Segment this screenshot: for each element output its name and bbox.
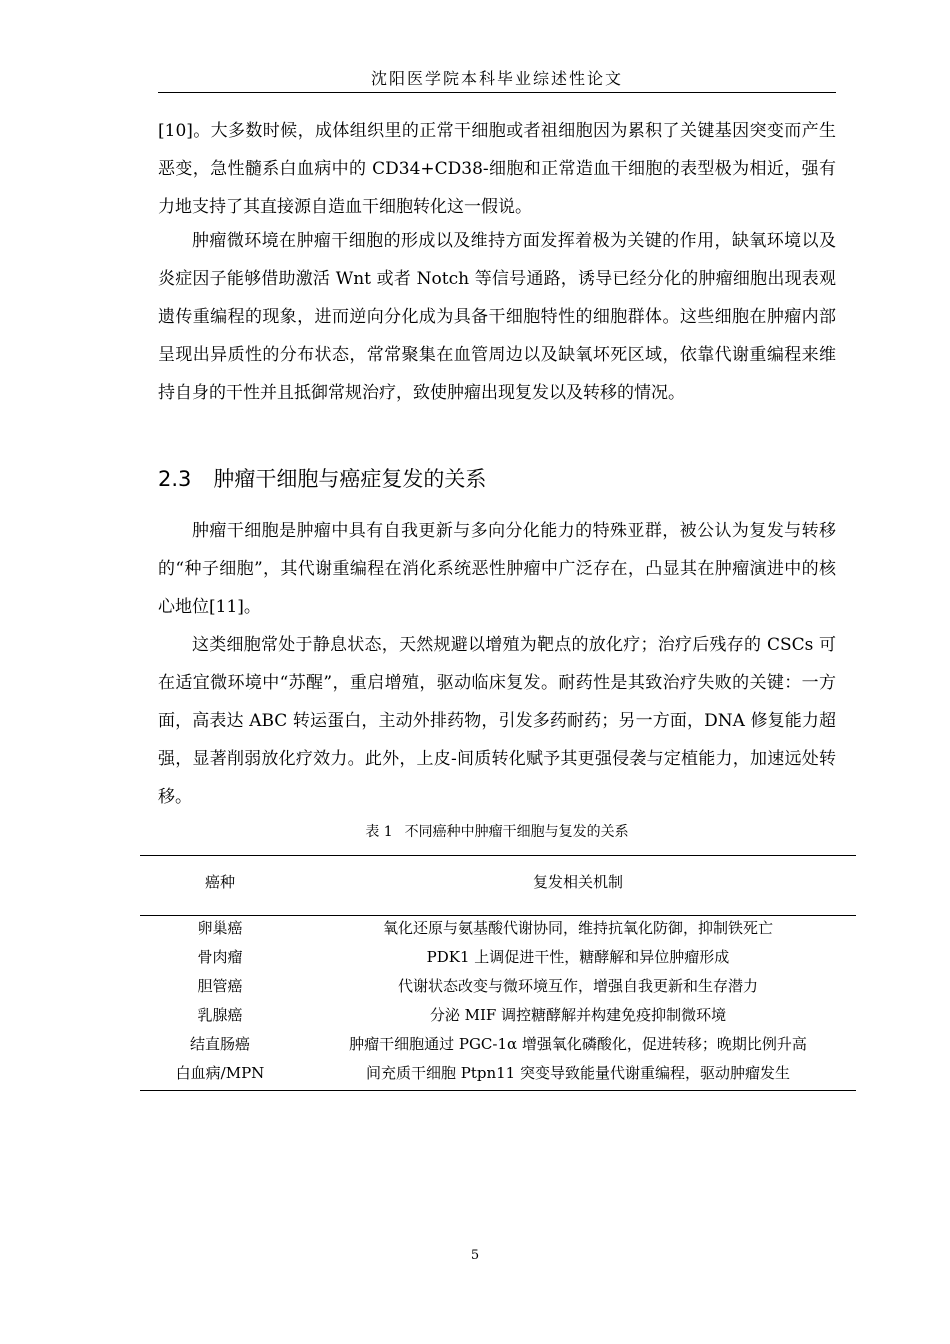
table-bottom-rule [140,1090,856,1091]
table-caption-text: 不同癌种中肿瘤干细胞与复发的关系 [404,824,629,840]
page-number: 5 [470,1248,480,1263]
table-cell-cancer-type: 胆管癌 [197,977,243,995]
paragraph-csc-definition: 肿瘤干细胞是肿瘤中具有自我更新与多向分化能力的特殊亚群，被公认为复发与转移的“种子细胞”，其代谢重编程在消化系统恶性肿瘤中广泛存在，凸显其在肿瘤演进中的核心地位[11]。 [158,521,836,617]
table-cell-mechanism: PDK1 上调促进干性，糖酵解和异位肿瘤形成 [426,948,730,966]
table-row [140,972,856,1001]
table-cell-cancer-type: 卵巢癌 [197,919,243,937]
table-cell-mechanism: 间充质干细胞 Ptpn11 突变导致能量代谢重编程，驱动肿瘤发生 [365,1064,790,1082]
table-cell-cancer-type: 白血病/MPN [175,1064,265,1082]
table-row [140,1059,856,1088]
table-caption-label: 表 1 [365,824,393,840]
table-cell-mechanism: 代谢状态改变与微环境互作，增强自我更新和生存潜力 [397,977,758,995]
table-cell-cancer-type: 结直肠癌 [189,1035,250,1053]
table-body [140,914,856,1088]
table-header-mechanism: 复发相关机制 [532,873,623,891]
table-row [140,1030,856,1059]
header-divider [158,92,836,93]
table-header-cancer-type: 癌种 [204,873,235,891]
table-row [140,914,856,943]
table-top-rule [140,855,856,856]
section-title: 肿瘤干细胞与癌症复发的关系 [213,467,487,491]
table-cell-cancer-type: 乳腺癌 [197,1006,243,1024]
section-number: 2.3 [158,467,192,491]
table-cell-mechanism: 分泌 MIF 调控糖酵解并构建免疫抑制微环境 [429,1006,727,1024]
section-heading [158,459,836,499]
paragraph-microenvironment: 肿瘤微环境在肿瘤干细胞的形成以及维持方面发挥着极为关键的作用，缺氧环境以及炎症因子能够借助激活 Wnt 或者 Notch 等信号通路，诱导已经分化的肿瘤细胞出现表观遗传重编程的现象，进而逆向分化成为具备干细胞特性的细胞群体。这些细胞在肿瘤内部呈现出异质性的分布状态，常常聚集在血管周边以及缺氧坏死区域，依靠代谢重编程来维持自身的干性并且抵御常规治疗，致使肿瘤出现复发以及转移的情况。 [158,231,836,403]
table-cell-mechanism: 肿瘤干细胞通过 PGC-1α 增强氧化磷酸化，促进转移；晚期比例升高 [349,1035,807,1053]
table-row [140,943,856,972]
paragraph-csc-recurrence: 这类细胞常处于静息状态，天然规避以增殖为靶点的放化疗；治疗后残存的 CSCs 可在适宜微环境中“苏醒”，重启增殖，驱动临床复发。耐药性是其致治疗失败的关键：一方面，高表达 ABC 转运蛋白，主动外排药物，引发多药耐药；另一方面，DNA 修复能力超强，显著削弱放化疗效力。此外，上皮-间质转化赋予其更强侵袭与定植能力，加速远处转移。 [158,635,836,807]
table-cell-cancer-type: 骨肉瘤 [197,948,243,966]
paragraph-continuation: [10]。大多数时候，成体组织里的正常干细胞或者祖细胞因为累积了关键基因突变而产生恶变，急性髓系白血病中的 CD34+CD38-细胞和正常造血干细胞的表型极为相近，强有力地支持了其直接源自造血干细胞转化这一假说。 [158,121,836,217]
table-row [140,1001,856,1030]
table-cell-mechanism: 氧化还原与氨基酸代谢协同，维持抗氧化防御，抑制铁死亡 [382,919,773,937]
running-header: 沈阳医学院本科毕业综述性论文 [370,69,623,88]
table-caption [158,821,836,841]
